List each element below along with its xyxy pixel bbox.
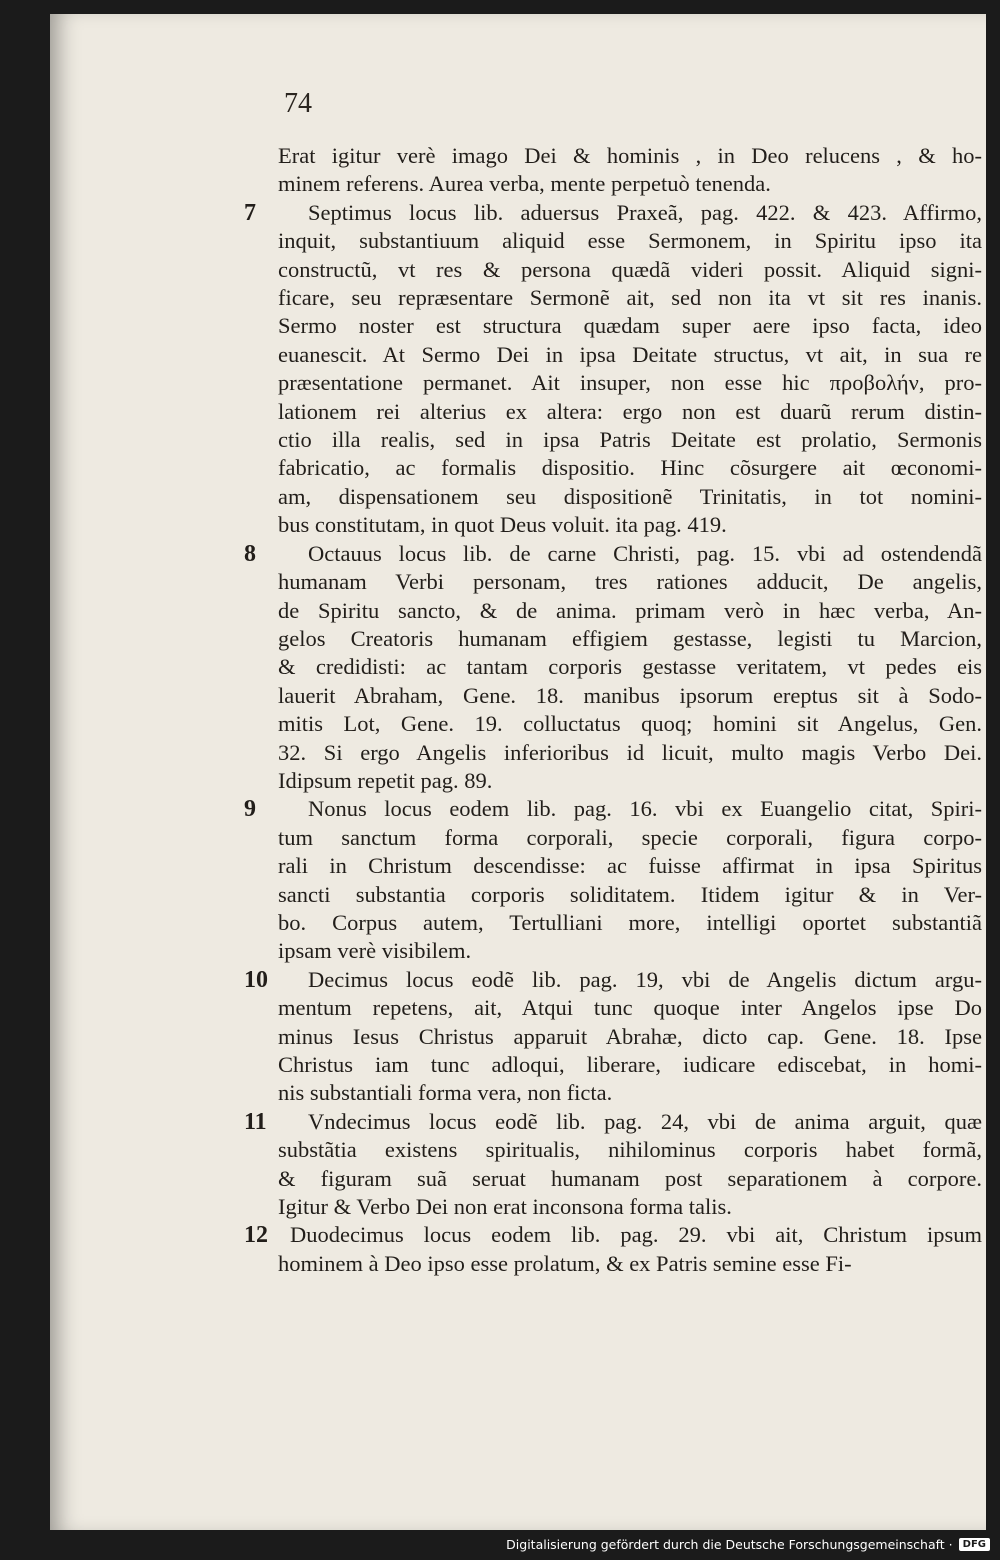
text-line: gelos Creatoris humanam effigiem gestasse, legisti tu Marcion, (278, 625, 982, 651)
paragraph (244, 1221, 982, 1278)
text-line: Christus iam tunc adloqui, liberare, iudicare ediscebat, in homi- (278, 1052, 982, 1077)
text-line: ctio illa realis, sed in ipsa Patris Deitate est prolatio, Sermonis (278, 427, 982, 453)
text-line: Octauus locus lib. de carne Christi, pag. 15. vbi ad ostendendã (308, 540, 982, 566)
page-number: 74 (284, 88, 312, 119)
book-page (50, 14, 986, 1530)
text-line: sancti substantia corporis soliditatem. Itidem igitur & in Ver- (278, 881, 982, 907)
text-line: am, dispensationem seu dispositionẽ Trinitatis, in tot nomini- (278, 483, 982, 509)
paragraph-number: 7 (244, 199, 256, 226)
text-line: & credidisti: ac tantam corporis gestasse veritatem, vt pedes eis (278, 654, 982, 680)
paragraph (244, 1108, 982, 1222)
text-line: nis substantiali forma vera, non ficta. (278, 1080, 613, 1106)
paragraph (244, 199, 982, 540)
text-line: rali in Christum descendisse: ac fuisse affirmat in ipsa Spiritus (278, 853, 982, 879)
paragraph-number: 12 (244, 1222, 268, 1249)
text-line: inquit, substantiuum aliquid esse Sermonem, in Spiritu ipso ita (278, 228, 982, 254)
text-line: lauerit Abraham, Gene. 18. manibus ipsorum ereptus sit à Sodo- (278, 682, 982, 708)
text-line: euanescit. At Sermo Dei in ipsa Deitate structus, vt ait, in sua re (278, 341, 982, 367)
paragraph-number: 11 (244, 1108, 267, 1135)
text-line: minus Iesus Christus apparuit Abrahæ, dicto cap. Gene. 18. Ipse (278, 1023, 982, 1049)
text-line: Erat igitur verè imago Dei & hominis , in Deo relucens , & ho- (278, 143, 982, 168)
text-line: lationem rei alterius ex altera: ergo non est duarũ rerum distin- (278, 398, 982, 424)
paragraph-number: 10 (244, 966, 268, 993)
text-line: ficare, seu repræsentare Sermonẽ ait, sed non ita vt sit res inanis. (278, 285, 982, 311)
footer-text: Digitalisierung gefördert durch die Deutsche Forschungsgemeinschaft · (506, 1537, 953, 1552)
text-line: tum sanctum forma corporali, specie corporali, figura corpo- (278, 824, 982, 850)
dfg-logo: DFG (959, 1538, 990, 1551)
text-line: Duodecimus locus eodem lib. pag. 29. vbi ait, Christum ipsum (290, 1222, 982, 1248)
text-line: 32. Si ergo Angelis inferioribus id licuit, multo magis Verbo Dei. (278, 739, 982, 765)
paragraph-number: 9 (244, 796, 256, 823)
text-line: constructũ, vt res & persona quædã videri possit. Aliquid signi- (278, 256, 982, 282)
text-line: mentum repetens, ait, Atqui tunc quoque inter Angelos ipse Do (278, 995, 982, 1021)
paragraph (278, 142, 982, 199)
paragraph (244, 540, 982, 796)
text-line: Sermo noster est structura quædam super aere ipso facta, ideo (278, 313, 982, 339)
text-line: humanam Verbi personam, tres rationes adducit, De angelis, (278, 569, 982, 595)
text-line: de Spiritu sancto, & de anima. primam verò in hæc verba, An- (278, 597, 982, 623)
text-line: minem referens. Aurea verba, mente perpetuò tenenda. (278, 171, 771, 197)
text-block (244, 142, 982, 1278)
text-line: & figuram suã seruat humanam post separationem à corpore. (278, 1165, 982, 1191)
text-line: fabricatio, ac formalis dispositio. Hinc cõsurgere ait œconomi- (278, 455, 982, 481)
text-line: Nonus locus eodem lib. pag. 16. vbi ex Euangelio citat, Spiri- (308, 796, 982, 822)
text-line: Decimus locus eodẽ lib. pag. 19, vbi de Angelis dictum argu- (308, 966, 982, 992)
paragraph (244, 795, 982, 965)
text-line: substãtia existens spiritualis, nihilominus corporis habet formã, (278, 1137, 982, 1163)
text-line: Idipsum repetit pag. 89. (278, 767, 493, 793)
text-line: bo. Corpus autem, Tertulliani more, intelligi oportet substantiã (278, 909, 982, 935)
digitization-footer (506, 1537, 990, 1552)
paragraph (244, 966, 982, 1108)
text-line: Igitur & Verbo Dei non erat inconsona forma talis. (278, 1194, 732, 1220)
text-line: mitis Lot, Gene. 19. colluctatus quoq; homini sit Angelus, Gen. (278, 711, 982, 737)
paragraph-number: 8 (244, 540, 256, 567)
text-line: Septimus locus lib. aduersus Praxeã, pag. 422. & 423. Affirmo, (308, 199, 982, 225)
text-line: præsentatione permanet. Ait insuper, non esse hic προβολήν, pro- (278, 370, 982, 396)
text-line: ipsam verè visibilem. (278, 938, 472, 964)
text-line: Vndecimus locus eodẽ lib. pag. 24, vbi de anima arguit, quæ (308, 1108, 982, 1134)
text-line: bus constitutam, in quot Deus voluit. ita pag. 419. (278, 512, 727, 538)
text-line: hominem à Deo ipso esse prolatum, & ex Patris semine esse Fi- (278, 1250, 852, 1276)
